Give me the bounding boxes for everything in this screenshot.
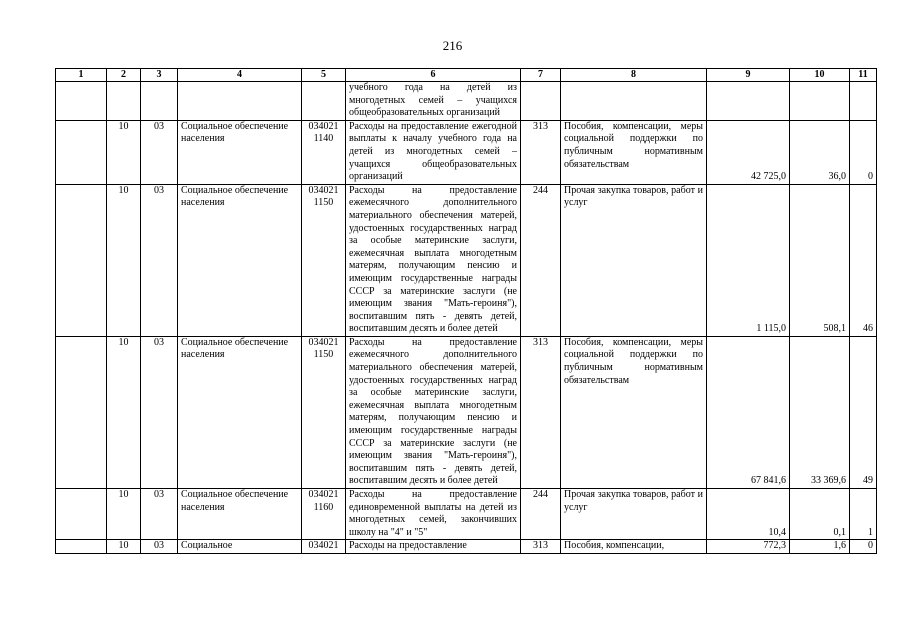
section-code-cell: 10 — [107, 120, 141, 184]
article-name-cell: учебного года на детей из многодетных семей – учащихся общеобразовательных организаций — [346, 82, 521, 121]
column-header: 2 — [107, 69, 141, 82]
section-code-cell: 10 — [107, 540, 141, 554]
section-code-cell: 10 — [107, 184, 141, 336]
target-article-cell: 034021 1140 — [302, 120, 346, 184]
column-header: 4 — [178, 69, 302, 82]
plan-amount-cell: 67 841,6 — [707, 336, 790, 488]
article-name-cell: Расходы на предоставление ежемесячного дополнительного материального обеспечения матерей, удостоенных государственных наград за особые материнские заслуги, ежемесячная выплата многодетным матерям, получающим пенсию и имеющим государственные награды СССР за материнские заслуги (не имеющим звания "Мать-героиня"), воспитавшим пять - девять детей, воспитавшим десять и более детей — [346, 336, 521, 488]
expense-type-name-cell: Пособия, компенсации, меры социальной поддержки по публичным нормативным обязательствам — [561, 336, 707, 488]
target-article-cell: 034021 1150 — [302, 184, 346, 336]
expense-type-code-cell: 313 — [521, 540, 561, 554]
section-name-cell: Социальное обеспечение населения — [178, 489, 302, 540]
column-header: 6 — [346, 69, 521, 82]
column-header: 5 — [302, 69, 346, 82]
target-article-cell — [302, 82, 346, 121]
subsection-code-cell: 03 — [141, 489, 178, 540]
actual-amount-cell — [790, 82, 850, 121]
expense-type-code-cell: 244 — [521, 184, 561, 336]
row-number-cell — [56, 184, 107, 336]
subsection-code-cell: 03 — [141, 336, 178, 488]
header-row — [56, 69, 877, 82]
expense-type-name-cell: Прочая закупка товаров, работ и услуг — [561, 184, 707, 336]
article-name-cell: Расходы на предоставление единовременной выплаты на детей из многодетных семей, закончивших школу на "4" и "5" — [346, 489, 521, 540]
column-header: 7 — [521, 69, 561, 82]
actual-amount-cell: 1,6 — [790, 540, 850, 554]
subsection-code-cell: 03 — [141, 540, 178, 554]
section-code-cell: 10 — [107, 336, 141, 488]
budget-table — [55, 68, 877, 554]
row-number-cell — [56, 540, 107, 554]
expense-type-code-cell: 313 — [521, 336, 561, 488]
actual-amount-cell: 0,1 — [790, 489, 850, 540]
row-number-cell — [56, 336, 107, 488]
plan-amount-cell: 772,3 — [707, 540, 790, 554]
section-name-cell: Социальное — [178, 540, 302, 554]
percent-cell: 1 — [850, 489, 877, 540]
subsection-code-cell: 03 — [141, 184, 178, 336]
section-code-cell: 10 — [107, 489, 141, 540]
row-number-cell — [56, 489, 107, 540]
section-code-cell — [107, 82, 141, 121]
target-article-cell: 034021 — [302, 540, 346, 554]
article-name-cell: Расходы на предоставление ежемесячного дополнительного материального обеспечения матерей, удостоенных государственных наград за особые материнские заслуги, ежемесячная выплата многодетным матерям, получающим пенсию и имеющим государственные награды СССР за материнские заслуги (не имеющим звания "Мать-героиня"), воспитавшим пять - девять детей, воспитавшим десять и более детей — [346, 184, 521, 336]
section-name-cell: Социальное обеспечение населения — [178, 336, 302, 488]
column-header: 3 — [141, 69, 178, 82]
page-number: 216 — [442, 38, 463, 53]
article-name-cell: Расходы на предоставление ежегодной выплаты к началу учебного года на детей из многодетных семей – учащихся общеобразовательных организаций — [346, 120, 521, 184]
article-name-cell: Расходы на предоставление — [346, 540, 521, 554]
percent-cell: 0 — [850, 540, 877, 554]
expense-type-code-cell — [521, 82, 561, 121]
subsection-code-cell: 03 — [141, 120, 178, 184]
plan-amount-cell: 42 725,0 — [707, 120, 790, 184]
row-number-cell — [56, 82, 107, 121]
section-name-cell: Социальное обеспечение населения — [178, 184, 302, 336]
expense-type-name-cell: Пособия, компенсации, — [561, 540, 707, 554]
actual-amount-cell: 508,1 — [790, 184, 850, 336]
plan-amount-cell: 1 115,0 — [707, 184, 790, 336]
percent-cell: 49 — [850, 336, 877, 488]
subsection-code-cell — [141, 82, 178, 121]
percent-cell: 0 — [850, 120, 877, 184]
row-number-cell — [56, 120, 107, 184]
percent-cell: 46 — [850, 184, 877, 336]
percent-cell — [850, 82, 877, 121]
table-row — [56, 120, 877, 184]
table-row — [56, 489, 877, 540]
table-row — [56, 184, 877, 336]
expense-type-name-cell — [561, 82, 707, 121]
target-article-cell: 034021 1160 — [302, 489, 346, 540]
table-row — [56, 82, 877, 121]
section-name-cell: Социальное обеспечение населения — [178, 120, 302, 184]
target-article-cell: 034021 1150 — [302, 336, 346, 488]
column-header: 9 — [707, 69, 790, 82]
expense-type-code-cell: 313 — [521, 120, 561, 184]
expense-type-name-cell: Пособия, компенсации, меры социальной поддержки по публичным нормативным обязательствам — [561, 120, 707, 184]
column-header: 8 — [561, 69, 707, 82]
expense-type-name-cell: Прочая закупка товаров, работ и услуг — [561, 489, 707, 540]
plan-amount-cell: 10,4 — [707, 489, 790, 540]
table-row — [56, 540, 877, 554]
expense-type-code-cell: 244 — [521, 489, 561, 540]
section-name-cell — [178, 82, 302, 121]
column-header: 11 — [850, 69, 877, 82]
plan-amount-cell — [707, 82, 790, 121]
column-header: 1 — [56, 69, 107, 82]
actual-amount-cell: 33 369,6 — [790, 336, 850, 488]
actual-amount-cell: 36,0 — [790, 120, 850, 184]
column-header: 10 — [790, 69, 850, 82]
table-row — [56, 336, 877, 488]
